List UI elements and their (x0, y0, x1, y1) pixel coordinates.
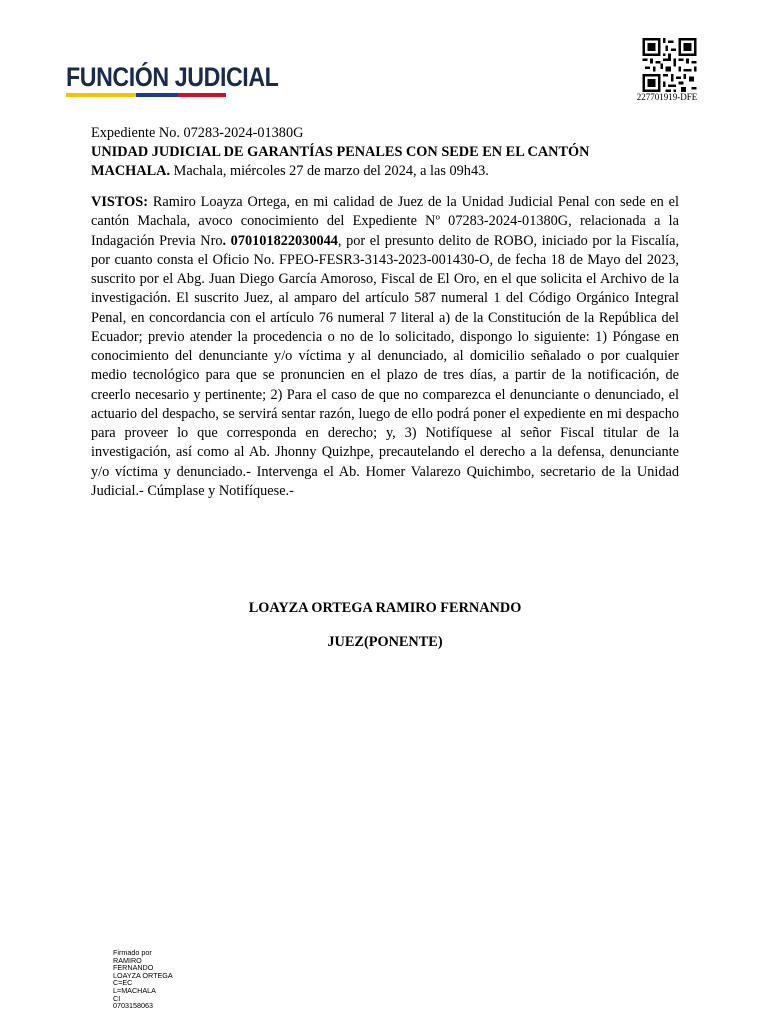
funcion-judicial-logo (66, 62, 279, 99)
electronic-signature-stamp (113, 949, 203, 1010)
judge-title: JUEZ(PONENTE) (327, 634, 443, 650)
stamp-line: 0703158063 (113, 1001, 153, 1011)
stamp-line: FERNANDO (113, 963, 154, 973)
vistos-text-part-2: , por el presunto delito de ROBO, iniciado por la Fiscalía, por cuanto consta el Oficio No. FPEO-FESR3-3143-2023-001430-O, de fecha 18 de Mayo del 2023, suscrito por el Abg. Juan Diego García Amoroso, Fiscal de El Oro, en el que solicita el Archivo de la investigación. El suscrito Juez, al amparo del artículo 587 numeral 1 del Código Orgánico Integral Penal, en concordancia con el artículo 76 numeral 7 literal a) de la Constitución de la República del Ecuador; previo atender la procedencia o no de lo solicitado, dispongo lo siguiente: 1) Póngase en conocimiento del denunciante y/o víctima y al denunciado, al domicilio señalado o por cualquier medio tecnológico para que se pronuncien en el plazo de tres días, a partir de la notificación, de creerlo necesario y pertinente; 2) Para el caso de que no comparezca el denunciante o denunciado, el actuario del despacho, se servirá sentar razón, luego de ello podrá poner el expediente en mi despacho para proveer lo que corresponda en derecho; y, 3) Notifíquese al señor Fiscal titular de la investigación, así como al Ab. Jhonny Quizhpe, precautelando el derecho a la defensa, denunciante y/o víctima y denunciado.- Intervenga el Ab. Homer Valarezo Quichimbo, secretario de la Unidad Judicial.- Cúmplase y Notifíquese.- (91, 232, 680, 499)
stamp-line: C=EC (113, 978, 133, 988)
logo-flag-bar (66, 93, 226, 97)
stamp-line: RAMIRO (113, 955, 142, 965)
vistos-label: VISTOS: (91, 194, 148, 210)
vistos-text-part-1: Ramiro Loayza Ortega, en mi calidad de Juez de la Unidad Judicial Penal con sede en el cantón Machala, avoco conocimiento del Expediente Nº 07283-2024-01380G, relacionada a la Indagación Previa Nro (91, 194, 679, 249)
qr-code-id: 227701919-DFE (636, 92, 698, 102)
flag-yellow-stripe (66, 93, 136, 97)
flag-red-stripe (178, 93, 226, 97)
unit-heading: UNIDAD JUDICIAL DE GARANTÍAS PENALES CON SEDE EN EL CANTÓN (91, 144, 590, 160)
qr-code-icon (641, 38, 698, 92)
vistos-paragraph (91, 193, 679, 501)
unit-heading-city: MACHALA. (91, 163, 171, 179)
indagacion-number: . 070101822030044 (222, 232, 338, 249)
unit-heading-date: Machala, miércoles 27 de marzo del 2024, a las 09h43. (170, 163, 489, 179)
stamp-line: Firmado por (113, 948, 152, 957)
document-body (91, 124, 679, 515)
stamp-line: CI (113, 993, 121, 1003)
expediente-number: Expediente No. 07283-2024-01380G (91, 125, 304, 141)
unit-heading-place-date (91, 162, 679, 181)
logo-text: FUNCIÓN JUDICIAL (66, 62, 279, 92)
judge-name: LOAYZA ORTEGA RAMIRO FERNANDO (248, 600, 522, 616)
flag-blue-stripe (136, 93, 178, 97)
stamp-line: LOAYZA ORTEGA (113, 970, 173, 980)
stamp-line: L=MACHALA (113, 985, 156, 995)
